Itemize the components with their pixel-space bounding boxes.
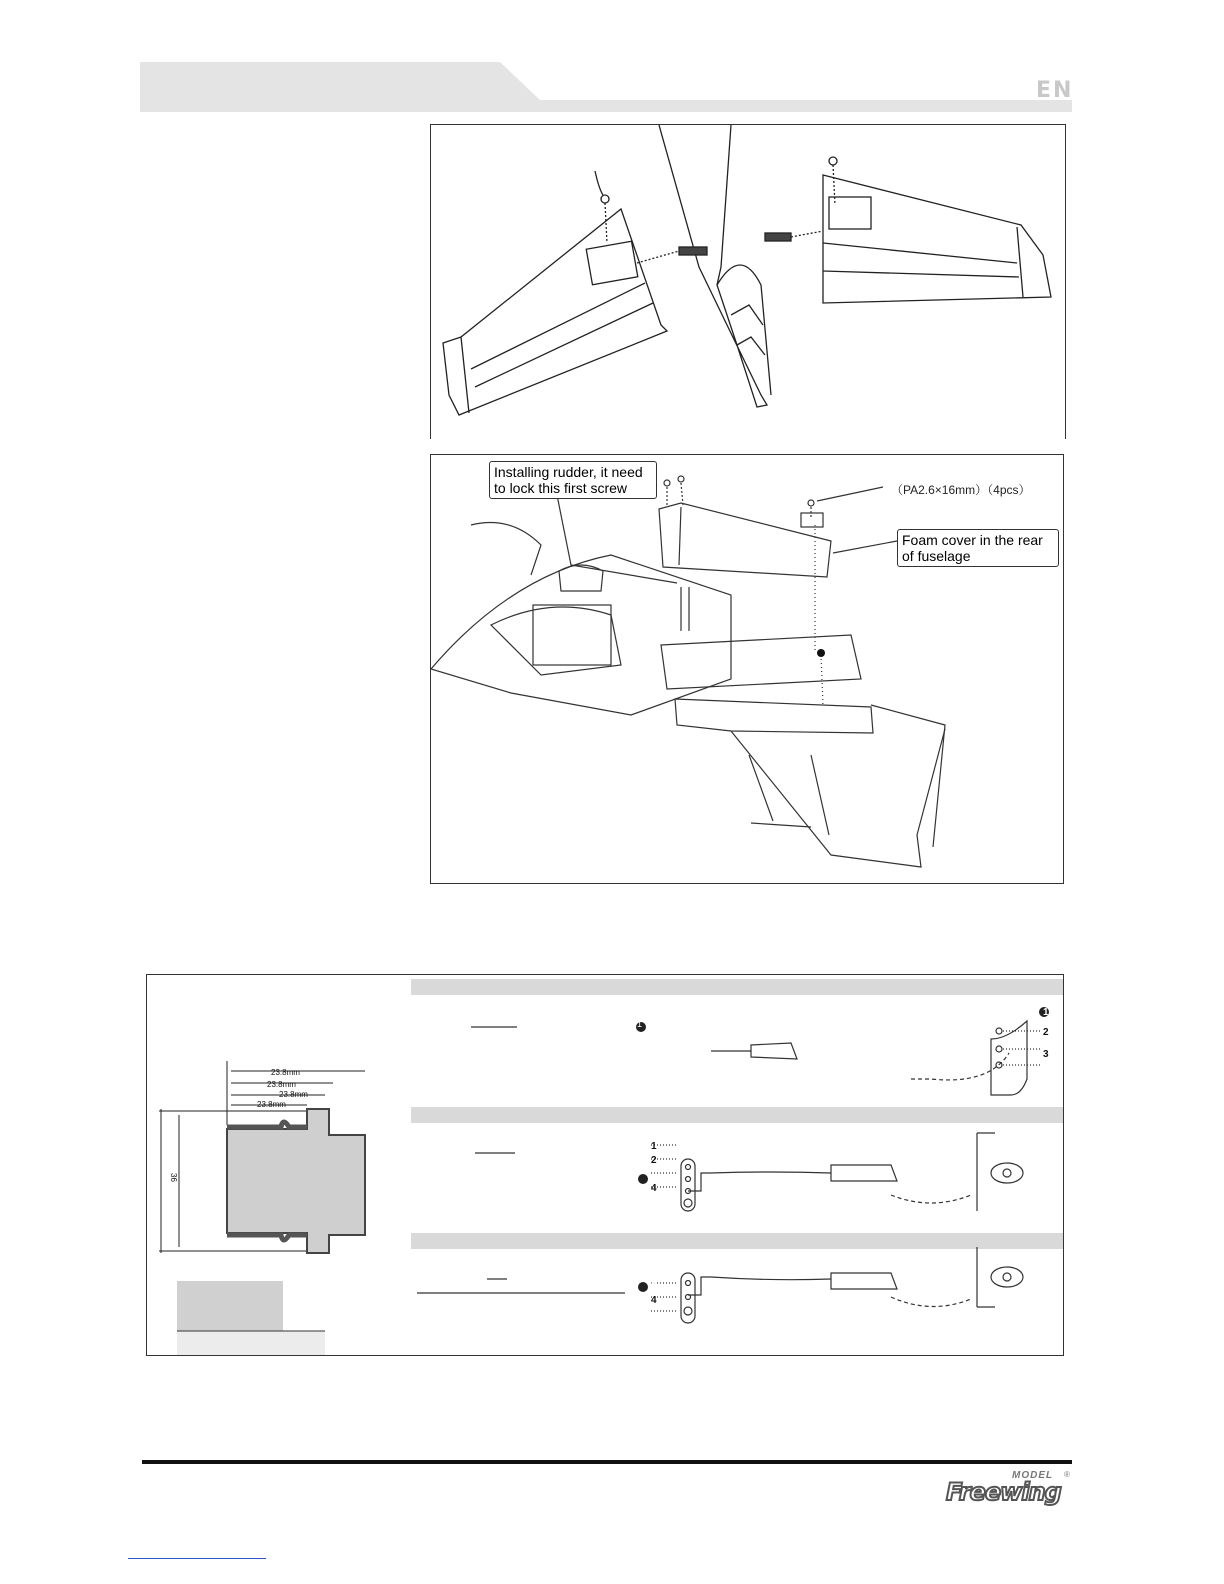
screw-spec-label: （PA2.6×16mm）（4pcs） xyxy=(891,483,1031,497)
row1-hole-1: 1 xyxy=(1043,1007,1049,1018)
row2-hole-2: 2 xyxy=(651,1155,657,1166)
footer-rule xyxy=(142,1460,1072,1464)
row1-arm-hole: 1 xyxy=(637,1019,643,1029)
servo-panel xyxy=(146,974,1064,1356)
row2-hole-3: 3 xyxy=(651,1173,657,1184)
dim-label-3: 23.8mm xyxy=(279,1090,308,1099)
row3-hole-3: 3 xyxy=(651,1281,657,1292)
logo-brand-text: Freewing xyxy=(946,1478,1061,1506)
footer-link-underline xyxy=(128,1558,266,1559)
linkage-drawings xyxy=(411,995,1063,1355)
freewing-logo xyxy=(946,1470,1070,1506)
language-badge: EN xyxy=(1036,78,1074,103)
dim-label-1: 23.8mm xyxy=(271,1068,300,1077)
servo-dimension-drawing xyxy=(147,975,409,1355)
row1-hole-3: 3 xyxy=(1043,1049,1049,1060)
figure-stabilizer xyxy=(430,124,1066,439)
dim-label-2: 23.8mm xyxy=(267,1080,296,1089)
rudder-drawing xyxy=(431,455,1063,883)
section-bar-1 xyxy=(411,979,1063,995)
row1-hole-2: 2 xyxy=(1043,1027,1049,1038)
dim-label-4: 23.8mm xyxy=(257,1100,286,1109)
header-band xyxy=(140,62,1072,112)
logo-registered-mark: ® xyxy=(1064,1470,1070,1479)
callout-rudder-screw: Installing rudder, it need to lock this first screw xyxy=(489,461,657,499)
row2-hole-4: 4 xyxy=(651,1183,657,1194)
row2-hole-1: 1 xyxy=(651,1141,657,1152)
row3-hole-4: 4 xyxy=(651,1295,657,1306)
dim-label-height: 36 xyxy=(169,1173,178,1182)
callout-foam-cover: Foam cover in the rear of fuselage xyxy=(897,529,1059,567)
stabilizer-drawing xyxy=(431,125,1065,439)
logo-model-text: MODEL xyxy=(1012,1470,1054,1481)
figure-rudder xyxy=(430,454,1064,884)
